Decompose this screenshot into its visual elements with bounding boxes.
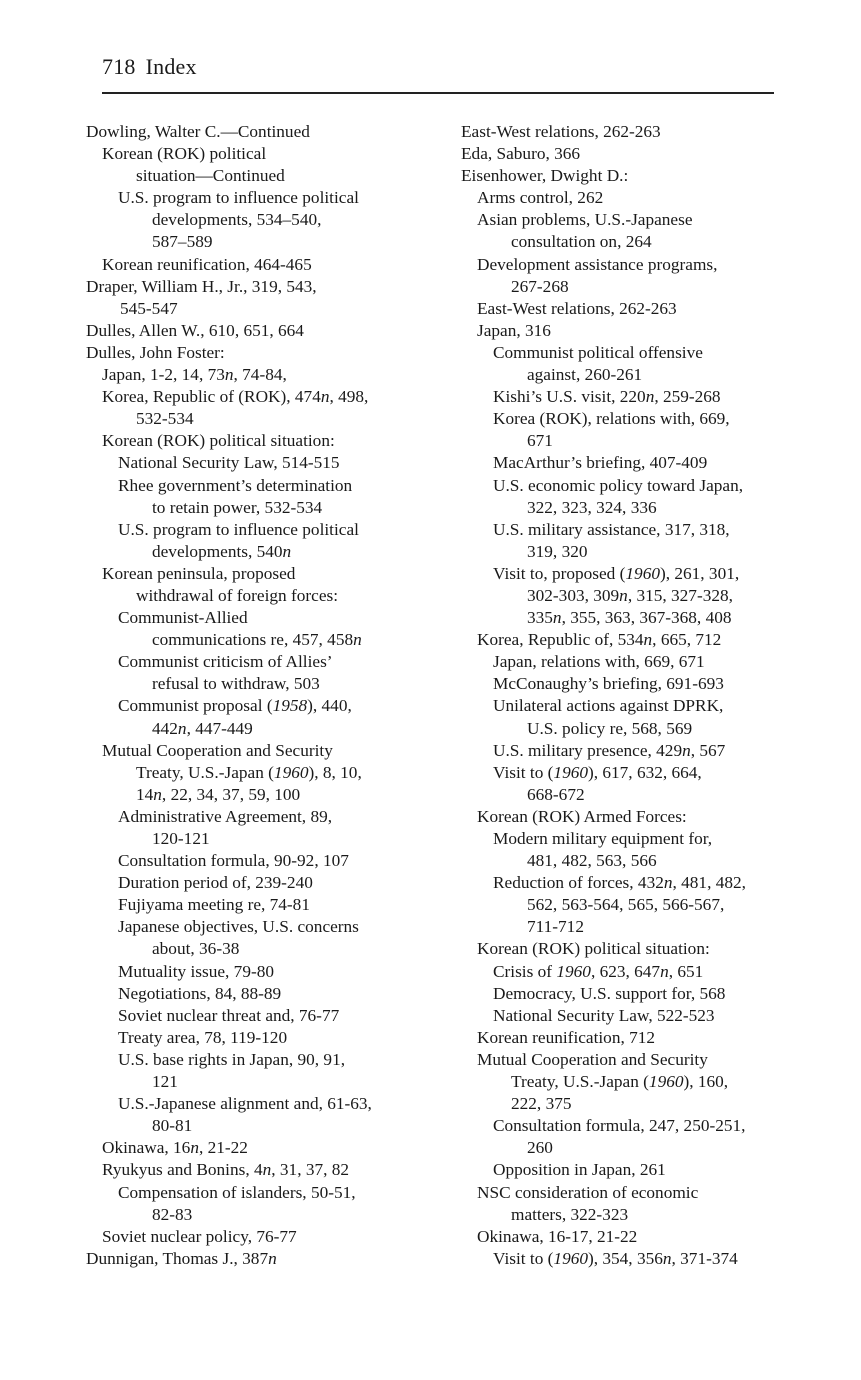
- index-entry: [461, 165, 777, 187]
- index-entry: [461, 1005, 777, 1027]
- index-entry: [86, 961, 416, 983]
- index-entry-line: to retain power, 532-534: [152, 497, 323, 517]
- index-entry-line: Communist criticism of Allies’: [118, 652, 333, 672]
- index-entry: [461, 938, 777, 960]
- index-entry-line: McConaughy’s briefing, 691-693: [493, 674, 724, 694]
- index-entry-line: 14n, 22, 34, 37, 59, 100: [136, 784, 301, 804]
- index-entry-line: 319, 320: [527, 541, 588, 561]
- index-entry-line: Eisenhower, Dwight D.:: [461, 166, 629, 186]
- index-entry: [86, 364, 416, 386]
- index-entry-line: 80-81: [152, 1116, 193, 1136]
- index-entry: [461, 983, 777, 1005]
- index-entry: [86, 916, 416, 960]
- index-entry-line: Japan, 316: [477, 320, 551, 340]
- index-entry: [86, 1027, 416, 1049]
- index-entry: [461, 673, 777, 695]
- index-entry: [86, 320, 416, 342]
- index-entry: [461, 1049, 777, 1115]
- index-entry: [86, 342, 416, 364]
- index-entry: [86, 1049, 416, 1093]
- index-entry-line: Korean (ROK) Armed Forces:: [477, 806, 687, 826]
- index-entry: [86, 1226, 416, 1248]
- index-entry-line: Reduction of forces, 432n, 481, 482,: [493, 873, 746, 893]
- index-entry-line: Communist political offensive: [493, 342, 703, 362]
- index-entry: [86, 563, 416, 607]
- index-entry-line: Korean (ROK) political: [102, 144, 267, 164]
- index-entry: [86, 850, 416, 872]
- index-entry: [86, 894, 416, 916]
- index-entry: [86, 452, 416, 474]
- index-entry: [461, 1248, 777, 1270]
- index-entry-line: against, 260-261: [527, 365, 643, 385]
- page-header: [102, 54, 197, 80]
- index-entry-line: consultation on, 264: [511, 232, 652, 252]
- index-entry-line: U.S. military presence, 429n, 567: [493, 740, 726, 760]
- index-entry-line: 671: [527, 431, 553, 451]
- index-entry-line: Korea, Republic of, 534n, 665, 712: [477, 630, 722, 650]
- index-entry: [86, 872, 416, 894]
- index-entry: [86, 519, 416, 563]
- index-entry: [86, 740, 416, 806]
- index-entry-line: Mutual Cooperation and Security: [102, 740, 333, 760]
- index-entry: [86, 607, 416, 651]
- index-entry: [461, 1027, 777, 1049]
- index-entry-line: Democracy, U.S. support for, 568: [493, 983, 726, 1003]
- index-entry: [86, 1005, 416, 1027]
- index-entry-line: Consultation formula, 247, 250-251,: [493, 1116, 746, 1136]
- index-entry-line: Korea, Republic of (ROK), 474n, 498,: [102, 387, 369, 407]
- index-entry-line: Compensation of islanders, 50-51,: [118, 1182, 356, 1202]
- index-entry-line: 120-121: [152, 829, 210, 848]
- index-entry-line: East-West relations, 262-263: [477, 298, 677, 318]
- index-entry-line: Korean (ROK) political situation:: [102, 431, 335, 451]
- section-title: Index: [145, 54, 197, 79]
- index-entry-line: 222, 375: [511, 1094, 572, 1114]
- index-entry-line: Treaty area, 78, 119-120: [118, 1027, 288, 1047]
- index-entry-line: Communist proposal (1958), 440,: [118, 696, 352, 716]
- index-entry-line: Draper, William H., Jr., 319, 543,: [86, 276, 317, 296]
- index-entry: [461, 209, 777, 253]
- index-entry-line: Rhee government’s determination: [118, 475, 353, 495]
- index-entry: [461, 1159, 777, 1181]
- index-entry-line: Okinawa, 16n, 21-22: [102, 1138, 248, 1158]
- index-entry-line: 260: [527, 1138, 553, 1158]
- index-entry: [461, 762, 777, 806]
- index-entry: [86, 475, 416, 519]
- index-entry-line: U.S. economic policy toward Japan,: [493, 475, 744, 495]
- index-entry-line: Kishi’s U.S. visit, 220n, 259-268: [493, 387, 721, 407]
- index-column-right: [461, 121, 777, 1270]
- index-entry-line: Opposition in Japan, 261: [493, 1160, 666, 1180]
- index-entry: [461, 740, 777, 762]
- index-entry: [461, 143, 777, 165]
- index-entry-line: Korea (ROK), relations with, 669,: [493, 409, 730, 429]
- index-entry-line: U.S. program to influence political: [118, 519, 359, 539]
- index-entry-line: Visit to, proposed (1960), 261, 301,: [493, 563, 740, 583]
- index-entry: [86, 121, 416, 143]
- index-entry: [86, 695, 416, 739]
- index-entry-line: about, 36-38: [152, 939, 240, 959]
- index-entry: [86, 1159, 416, 1181]
- index-entry-line: 302-303, 309n, 315, 327-328,: [527, 585, 733, 605]
- index-entry-line: Dunnigan, Thomas J., 387n: [86, 1248, 277, 1268]
- index-entry: [461, 695, 777, 739]
- index-entry-line: 545-547: [120, 298, 178, 318]
- index-entry-line: Korean reunification, 464-465: [102, 254, 312, 274]
- index-entry-line: 562, 563-564, 565, 566-567,: [527, 895, 725, 915]
- index-entry-line: Soviet nuclear threat and, 76-77: [118, 1005, 340, 1025]
- index-entry-line: 82-83: [152, 1204, 193, 1224]
- index-entry-line: 711-712: [527, 917, 584, 937]
- index-entry-line: Communist-Allied: [118, 608, 248, 628]
- index-entry-line: Arms control, 262: [477, 188, 604, 208]
- index-entry: [461, 452, 777, 474]
- index-entry-line: developments, 540n: [152, 541, 292, 561]
- index-entry: [86, 1248, 416, 1270]
- index-entry: [86, 983, 416, 1005]
- index-entry-line: Dulles, John Foster:: [86, 342, 225, 362]
- index-entry-line: refusal to withdraw, 503: [152, 674, 320, 694]
- index-entry-line: Okinawa, 16-17, 21-22: [477, 1226, 638, 1246]
- index-entry-line: Modern military equipment for,: [493, 829, 713, 848]
- index-entry-line: NSC consideration of economic: [477, 1182, 699, 1202]
- index-entry-line: Eda, Saburo, 366: [461, 144, 581, 164]
- index-entry-line: Soviet nuclear policy, 76-77: [102, 1226, 297, 1246]
- index-entry: [86, 254, 416, 276]
- index-entry: [86, 386, 416, 430]
- index-entry-line: Treaty, U.S.-Japan (1960), 8, 10,: [136, 762, 362, 782]
- index-entry-line: withdrawal of foreign forces:: [136, 585, 339, 605]
- index-entry-line: Ryukyus and Bonins, 4n, 31, 37, 82: [102, 1160, 350, 1180]
- index-entry-line: 668-672: [527, 784, 585, 804]
- index-entry: [461, 121, 777, 143]
- index-entry-line: U.S. policy re, 568, 569: [527, 718, 693, 738]
- index-entry-line: 121: [152, 1072, 178, 1092]
- index-entry: [461, 187, 777, 209]
- index-entry-line: Consultation formula, 90-92, 107: [118, 851, 349, 871]
- index-entry-line: U.S.-Japanese alignment and, 61-63,: [118, 1094, 372, 1114]
- index-entry-line: 322, 323, 324, 336: [527, 497, 657, 517]
- index-entry: [86, 651, 416, 695]
- index-entry: [461, 320, 777, 342]
- index-entry: [461, 806, 777, 828]
- index-entry: [86, 187, 416, 253]
- index-entry: [461, 1115, 777, 1159]
- index-entry-line: Dowling, Walter C.—Continued: [86, 122, 310, 141]
- index-entry-line: Crisis of 1960, 623, 647n, 651: [493, 961, 704, 981]
- index-entry-line: U.S. military assistance, 317, 318,: [493, 519, 730, 539]
- index-entry: [86, 1093, 416, 1137]
- index-entry-line: 481, 482, 563, 566: [527, 851, 657, 871]
- index-entry: [461, 342, 777, 386]
- index-entry-line: Fujiyama meeting re, 74-81: [118, 895, 310, 915]
- index-entry-line: Japan, 1-2, 14, 73n, 74-84,: [102, 365, 287, 385]
- index-entry: [461, 828, 777, 872]
- index-entry-line: Mutual Cooperation and Security: [477, 1049, 708, 1069]
- index-entry: [86, 430, 416, 452]
- index-entry: [86, 1137, 416, 1159]
- index-entry-line: 335n, 355, 363, 367-368, 408: [527, 608, 732, 628]
- index-entry: [461, 1226, 777, 1248]
- index-entry-line: Visit to (1960), 617, 632, 664,: [493, 762, 702, 782]
- index-entry-line: 442n, 447-449: [152, 718, 253, 738]
- index-entry-line: Japan, relations with, 669, 671: [493, 652, 705, 672]
- index-entry-line: Mutuality issue, 79-80: [118, 961, 275, 981]
- index-entry-line: situation—Continued: [136, 166, 285, 186]
- index-entry-line: Korean peninsula, proposed: [102, 563, 296, 583]
- index-entry-line: Treaty, U.S.-Japan (1960), 160,: [511, 1072, 729, 1092]
- index-entry-line: MacArthur’s briefing, 407-409: [493, 453, 708, 473]
- page-number: 718: [102, 54, 136, 79]
- index-entry: [461, 298, 777, 320]
- index-entry-line: U.S. base rights in Japan, 90, 91,: [118, 1049, 346, 1069]
- index-entry-line: Asian problems, U.S.-Japanese: [477, 210, 693, 230]
- index-entry-line: developments, 534–540,: [152, 210, 322, 230]
- header-rule: [102, 92, 774, 94]
- index-entry: [86, 143, 416, 187]
- index-entry: [461, 386, 777, 408]
- index-entry-line: Duration period of, 239-240: [118, 873, 313, 893]
- index-column-left: [86, 121, 416, 1270]
- index-entry: [461, 961, 777, 983]
- index-entry: [86, 276, 416, 320]
- index-entry: [461, 872, 777, 938]
- index-entry-line: Japanese objectives, U.S. concerns: [118, 917, 359, 937]
- index-entry: [461, 651, 777, 673]
- index-entry-line: matters, 322-323: [511, 1204, 629, 1224]
- index-entry-line: 532-534: [136, 409, 194, 429]
- index-entry-line: National Security Law, 522-523: [493, 1005, 715, 1025]
- index-entry: [461, 519, 777, 563]
- index-entry-line: Development assistance programs,: [477, 254, 718, 274]
- index-entry-line: East-West relations, 262-263: [461, 122, 661, 141]
- index-entry-line: communications re, 457, 458n: [152, 630, 362, 650]
- index-entry-line: Negotiations, 84, 88-89: [118, 983, 282, 1003]
- index-entry: [461, 563, 777, 629]
- index-entry-line: 587–589: [152, 232, 213, 252]
- index-entry: [461, 1182, 777, 1226]
- index-entry-line: Korean (ROK) political situation:: [477, 939, 710, 959]
- index-entry-line: U.S. program to influence political: [118, 188, 359, 208]
- index-entry-line: Dulles, Allen W., 610, 651, 664: [86, 320, 304, 340]
- index-entry-line: Korean reunification, 712: [477, 1027, 656, 1047]
- index-entry-line: Administrative Agreement, 89,: [118, 806, 333, 826]
- index-entry-line: Unilateral actions against DPRK,: [493, 696, 724, 716]
- index-entry: [461, 629, 777, 651]
- index-entry: [461, 408, 777, 452]
- index-entry: [461, 254, 777, 298]
- index-entry-line: 267-268: [511, 276, 569, 296]
- index-entry: [86, 806, 416, 850]
- index-entry: [86, 1182, 416, 1226]
- index-entry-line: National Security Law, 514-515: [118, 453, 340, 473]
- index-entry: [461, 475, 777, 519]
- index-entry-line: Visit to (1960), 354, 356n, 371-374: [493, 1248, 738, 1268]
